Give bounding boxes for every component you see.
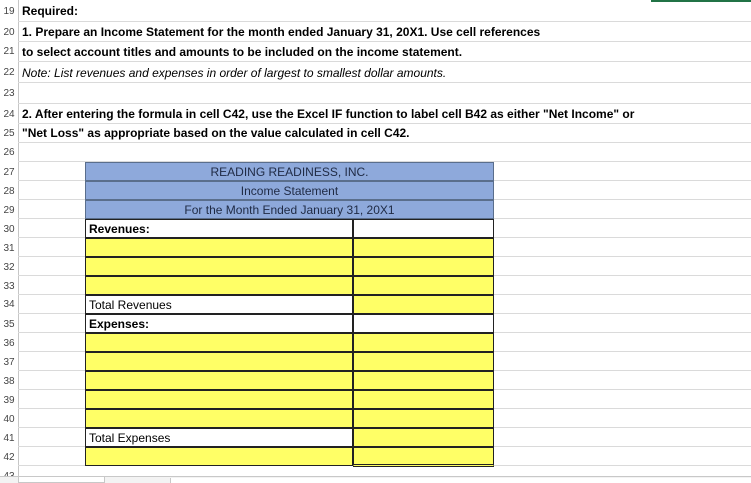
- instruction-line-1[interactable]: 1. Prepare an Income Statement for the month ended January 31, 20X1. Use cell references: [22, 25, 541, 39]
- gridline: [18, 21, 751, 22]
- row-header-30[interactable]: 30: [3, 224, 15, 235]
- row-header-38[interactable]: 38: [3, 376, 15, 387]
- gridline: [18, 103, 751, 104]
- revenue-amount-input[interactable]: [353, 257, 494, 276]
- gridline: [18, 41, 751, 42]
- sheet-tab-area[interactable]: [18, 476, 105, 483]
- revenues-label-cell[interactable]: [85, 219, 353, 238]
- revenue-account-input[interactable]: [85, 276, 353, 295]
- gridline: [18, 61, 751, 62]
- expense-account-input[interactable]: [85, 352, 353, 371]
- row-header-29[interactable]: 29: [3, 205, 15, 216]
- total-revenues-label-cell[interactable]: [85, 295, 353, 314]
- net-income-label-input[interactable]: [85, 447, 353, 466]
- row-headers: [0, 0, 18, 483]
- company-name-cell[interactable]: READING READINESS, INC.: [85, 162, 494, 181]
- expense-amount-input[interactable]: [353, 409, 494, 428]
- row-header-23[interactable]: 23: [3, 88, 15, 99]
- row-header-32[interactable]: 32: [3, 262, 15, 273]
- row-header-25[interactable]: 25: [3, 128, 15, 139]
- total-revenues-input[interactable]: [353, 295, 494, 314]
- row-header-36[interactable]: 36: [3, 338, 15, 349]
- total-expenses-input[interactable]: [353, 428, 494, 447]
- expense-amount-input[interactable]: [353, 390, 494, 409]
- net-income-amount-input[interactable]: [353, 447, 494, 467]
- expense-account-input[interactable]: [85, 390, 353, 409]
- revenues-amount-cell[interactable]: [353, 219, 494, 238]
- gridline: [18, 82, 751, 83]
- total-revenues-label: Total Revenues: [89, 298, 172, 312]
- row-header-27[interactable]: 27: [3, 167, 15, 178]
- total-expenses-label: Total Expenses: [89, 431, 171, 445]
- row-header-34[interactable]: 34: [3, 299, 15, 310]
- revenue-account-input[interactable]: [85, 257, 353, 276]
- row-header-35[interactable]: 35: [3, 319, 15, 330]
- row-header-19[interactable]: 19: [3, 6, 15, 17]
- revenue-amount-input[interactable]: [353, 276, 494, 295]
- row-header-22[interactable]: 22: [3, 67, 15, 78]
- expense-account-input[interactable]: [85, 333, 353, 352]
- revenue-amount-input[interactable]: [353, 238, 494, 257]
- row-header-21[interactable]: 21: [3, 46, 15, 57]
- expense-amount-input[interactable]: [353, 371, 494, 390]
- gridline: [18, 123, 751, 124]
- revenue-account-input[interactable]: [85, 238, 353, 257]
- ribbon-accent-bar: [651, 0, 751, 2]
- row-header-42[interactable]: 42: [3, 452, 15, 463]
- statement-title-cell[interactable]: Income Statement: [85, 181, 494, 200]
- row-header-divider: [18, 0, 19, 483]
- horizontal-scrollbar[interactable]: [170, 478, 751, 483]
- gridline: [18, 142, 751, 143]
- instruction-line-2[interactable]: to select account titles and amounts to be included on the income statement.: [22, 45, 463, 59]
- revenues-label: Revenues:: [89, 222, 150, 236]
- row-header-31[interactable]: 31: [3, 243, 15, 254]
- row-header-33[interactable]: 33: [3, 281, 15, 292]
- instruction-note[interactable]: Note: List revenues and expenses in order of largest to smallest dollar amounts.: [22, 66, 447, 80]
- expense-amount-input[interactable]: [353, 333, 494, 352]
- required-heading[interactable]: Required:: [22, 4, 79, 18]
- row-header-37[interactable]: 37: [3, 357, 15, 368]
- expense-account-input[interactable]: [85, 371, 353, 390]
- expenses-label: Expenses:: [89, 317, 150, 331]
- row-header-28[interactable]: 28: [3, 186, 15, 197]
- expense-amount-input[interactable]: [353, 352, 494, 371]
- total-expenses-label-cell[interactable]: [85, 428, 353, 447]
- instruction-line-3[interactable]: 2. After entering the formula in cell C42, use the Excel IF function to label cell B42 as either "Net Income" or: [22, 107, 635, 121]
- row-header-39[interactable]: 39: [3, 395, 15, 406]
- row-header-40[interactable]: 40: [3, 414, 15, 425]
- instruction-line-4[interactable]: "Net Loss" as appropriate based on the value calculated in cell C42.: [22, 126, 410, 140]
- expenses-amount-cell[interactable]: [353, 314, 494, 333]
- row-header-41[interactable]: 41: [3, 433, 15, 444]
- expenses-label-cell[interactable]: [85, 314, 353, 333]
- row-header-26[interactable]: 26: [3, 147, 15, 158]
- statement-period-cell[interactable]: For the Month Ended January 31, 20X1: [85, 200, 494, 219]
- row-header-20[interactable]: 20: [3, 27, 15, 38]
- row-header-24[interactable]: 24: [3, 109, 15, 120]
- expense-account-input[interactable]: [85, 409, 353, 428]
